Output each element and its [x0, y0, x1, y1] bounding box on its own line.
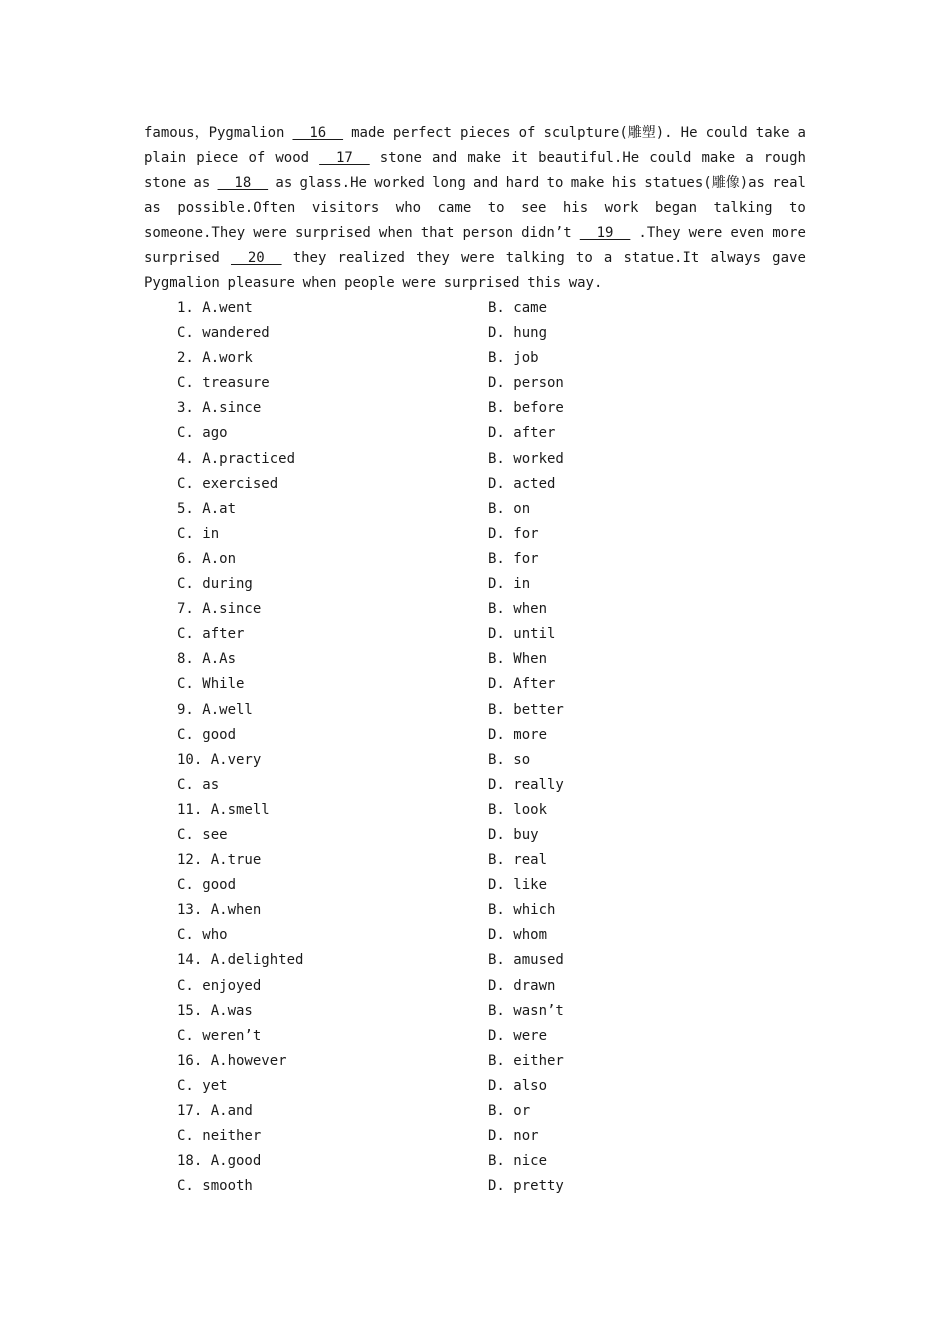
option-left: C. after [177, 626, 245, 643]
passage-word: who [395, 200, 422, 216]
passage-word: take [755, 125, 790, 141]
option-row [177, 823, 817, 848]
passage-word: were [402, 275, 437, 291]
passage-word: glass.He [299, 175, 367, 191]
passage-line [144, 271, 806, 296]
passage-line [144, 246, 806, 271]
option-left: 9. A.well [177, 701, 253, 718]
option-left: 15. A.was [177, 1002, 253, 1019]
blank-number: 20 [230, 250, 282, 266]
option-row [177, 773, 817, 798]
passage-word: visitors [311, 200, 380, 216]
option-row [177, 522, 817, 547]
passage-word: long [432, 175, 466, 191]
passage-word: even [730, 225, 765, 241]
passage-word: to [546, 175, 564, 191]
option-left: C. treasure [177, 375, 270, 392]
option-row [177, 572, 817, 597]
option-row [177, 999, 817, 1024]
option-right: B. for [488, 550, 539, 567]
option-left: C. in [177, 525, 220, 542]
option-right: D. for [488, 525, 539, 542]
option-right: D. whom [488, 927, 548, 944]
option-row [177, 1099, 817, 1124]
option-right: D. also [488, 1077, 548, 1094]
option-right: D. really [488, 776, 564, 793]
option-left: C. neither [177, 1128, 262, 1145]
option-right: B. so [488, 751, 531, 768]
passage-word: surprised [443, 275, 520, 291]
passage-word: statues(雕像)as [644, 175, 765, 191]
option-left: 13. A.when [177, 902, 262, 919]
passage-word: talking [505, 250, 565, 266]
option-left: 8. A.As [177, 651, 237, 668]
option-right: D. buy [488, 826, 539, 843]
option-right: D. After [488, 676, 556, 693]
passage-word: wood [275, 150, 310, 166]
option-right: D. nor [488, 1128, 539, 1145]
option-row [177, 472, 817, 497]
option-left: C. smooth [177, 1178, 253, 1195]
passage-word: surprised [144, 250, 220, 266]
option-right: D. more [488, 726, 548, 743]
option-row [177, 974, 817, 999]
option-left: C. during [177, 576, 253, 593]
option-left: C. good [177, 726, 237, 743]
passage-word: his [611, 175, 637, 191]
option-row [177, 296, 817, 321]
blank-number: 16 [292, 125, 344, 141]
passage-word: to [789, 200, 806, 216]
passage-word: a [745, 150, 754, 166]
option-row [177, 873, 817, 898]
option-row [177, 371, 817, 396]
passage-word: worked [374, 175, 425, 191]
passage-line [144, 196, 806, 221]
passage-word: make [701, 150, 736, 166]
option-right: D. after [488, 425, 556, 442]
option-left: 1. A.went [177, 300, 253, 316]
option-left: 4. A.practiced [177, 450, 296, 467]
passage-word: realized [337, 250, 405, 266]
passage-word: perfect [392, 125, 452, 141]
option-row [177, 321, 817, 346]
passage-word: came [437, 200, 472, 216]
passage-word: made [351, 125, 385, 141]
option-left: C. While [177, 676, 245, 693]
passage-word: a [797, 125, 806, 141]
passage-line [144, 221, 806, 246]
passage-word: were [460, 250, 495, 266]
option-left: C. exercised [177, 475, 279, 492]
passage-word: to [487, 200, 505, 216]
option-right: B. wasn’t [488, 1002, 564, 1019]
passage-word: people [344, 275, 395, 291]
option-right: D. acted [488, 475, 556, 492]
passage-word: to [575, 250, 593, 266]
option-right: D. were [488, 1027, 548, 1044]
option-right: D. drawn [488, 977, 556, 994]
option-left: C. enjoyed [177, 977, 262, 994]
option-left: 16. A.however [177, 1052, 287, 1069]
option-left: C. ago [177, 425, 228, 442]
option-left: 2. A.work [177, 350, 253, 367]
passage-word: make [467, 150, 502, 166]
option-right: B. or [488, 1103, 531, 1119]
option-left: C. see [177, 826, 228, 843]
option-right: B. job [488, 350, 539, 367]
passage-word: when [302, 275, 337, 291]
option-row [177, 1024, 817, 1049]
passage-word: real [772, 175, 806, 191]
option-left: 10. A.very [177, 751, 262, 768]
option-row [177, 421, 817, 446]
passage-word: and [473, 175, 499, 191]
passage-word: stone [379, 150, 422, 166]
option-row [177, 1174, 817, 1199]
passage-word: of [248, 150, 266, 166]
option-row [177, 672, 817, 697]
option-left: 6. A.on [177, 550, 237, 567]
option-right: B. came [488, 300, 548, 316]
answer-options [177, 296, 817, 1199]
passage-word: pleasure [227, 275, 295, 291]
option-row [177, 798, 817, 823]
passage-word: were [688, 225, 723, 241]
option-row [177, 447, 817, 472]
passage-word: of [518, 125, 536, 141]
cloze-passage [144, 121, 806, 296]
passage-word: plain [144, 150, 187, 166]
passage-word: rough [763, 150, 806, 166]
passage-word: and [432, 150, 458, 166]
option-right: B. before [488, 400, 564, 417]
passage-word: statue.It [623, 250, 700, 266]
passage-word: more [772, 225, 806, 241]
option-row [177, 1149, 817, 1174]
passage-word: always [710, 250, 762, 266]
option-left: C. good [177, 877, 237, 894]
passage-word: hard [505, 175, 540, 191]
option-right: D. in [488, 576, 531, 593]
blank-number: 19 [579, 225, 631, 241]
passage-word: Pygmalion [144, 275, 220, 291]
passage-line [144, 171, 806, 196]
passage-word: they [292, 250, 327, 266]
option-right: D. like [488, 877, 548, 894]
option-left: 11. A.smell [177, 801, 270, 818]
option-row [177, 547, 817, 572]
passage-line [144, 146, 806, 171]
option-right: B. amused [488, 952, 564, 969]
passage-word: .They [638, 225, 681, 241]
option-row [177, 497, 817, 522]
option-right: B. on [488, 500, 531, 517]
passage-word: make [570, 175, 605, 191]
passage-word: see [521, 200, 547, 216]
option-left: 14. A.delighted [177, 952, 304, 969]
passage-word: began [654, 200, 698, 216]
option-right: B. look [488, 801, 548, 818]
passage-word: as [144, 200, 161, 216]
option-row [177, 848, 817, 873]
option-right: B. when [488, 601, 548, 618]
option-right: D. pretty [488, 1178, 564, 1195]
passage-word: piece [196, 150, 239, 166]
option-left: 3. A.since [177, 400, 262, 417]
option-row [177, 346, 817, 371]
passage-word: someone.They [144, 225, 246, 241]
option-left: C. wandered [177, 325, 270, 342]
option-left: 12. A.true [177, 852, 262, 869]
option-left: 5. A.at [177, 500, 237, 517]
option-left: C. as [177, 776, 220, 793]
passage-word: surprised [295, 225, 371, 241]
option-row [177, 647, 817, 672]
option-row [177, 1049, 817, 1074]
passage-word: way. [568, 275, 603, 291]
option-right: B. worked [488, 450, 564, 467]
option-row [177, 748, 817, 773]
passage-word: when [378, 225, 413, 241]
passage-word: as [193, 175, 211, 191]
passage-word: his [562, 200, 589, 216]
option-left: C. yet [177, 1077, 228, 1094]
option-right: B. which [488, 902, 556, 919]
passage-word: work [604, 200, 639, 216]
passage-word: person [462, 225, 514, 241]
passage-word: stone [144, 175, 187, 191]
passage-word: could [649, 150, 692, 166]
option-right: B. nice [488, 1153, 548, 1170]
passage-word: possible.Often [177, 200, 296, 216]
option-right: D. person [488, 375, 564, 392]
option-right: B. either [488, 1052, 564, 1069]
passage-word: didn’t [521, 225, 572, 241]
option-right: B. When [488, 651, 548, 668]
option-row [177, 1074, 817, 1099]
passage-word: famous，Pygmalion [144, 125, 285, 141]
passage-word: He [680, 125, 698, 141]
passage-word: as [275, 175, 293, 191]
passage-word: talking [713, 200, 773, 216]
option-left: 18. A.good [177, 1153, 262, 1170]
option-left: C. who [177, 927, 228, 944]
option-right: D. until [488, 626, 556, 643]
option-row [177, 923, 817, 948]
option-row [177, 898, 817, 923]
option-row [177, 698, 817, 723]
passage-word: a [603, 250, 613, 266]
passage-word: gave [772, 250, 806, 266]
option-right: B. better [488, 701, 564, 718]
option-right: D. hung [488, 325, 548, 342]
passage-word: they [416, 250, 450, 266]
passage-word: this [527, 275, 562, 291]
passage-word: sculpture(雕塑). [543, 125, 673, 141]
passage-word: pieces [459, 125, 511, 141]
option-left: 17. A.and [177, 1103, 253, 1119]
blank-number: 17 [319, 150, 370, 166]
passage-word: that [420, 225, 455, 241]
option-row [177, 396, 817, 421]
option-right: B. real [488, 852, 548, 869]
blank-number: 18 [217, 175, 269, 191]
passage-word: were [253, 225, 287, 241]
passage-line [144, 121, 806, 146]
option-left: 7. A.since [177, 601, 262, 618]
passage-word: it [511, 150, 528, 166]
passage-word: could [705, 125, 748, 141]
option-row [177, 597, 817, 622]
passage-word: beautiful.He [538, 150, 640, 166]
option-row [177, 723, 817, 748]
option-row [177, 948, 817, 973]
option-left: C. weren’t [177, 1027, 262, 1044]
option-row [177, 1124, 817, 1149]
option-row [177, 622, 817, 647]
